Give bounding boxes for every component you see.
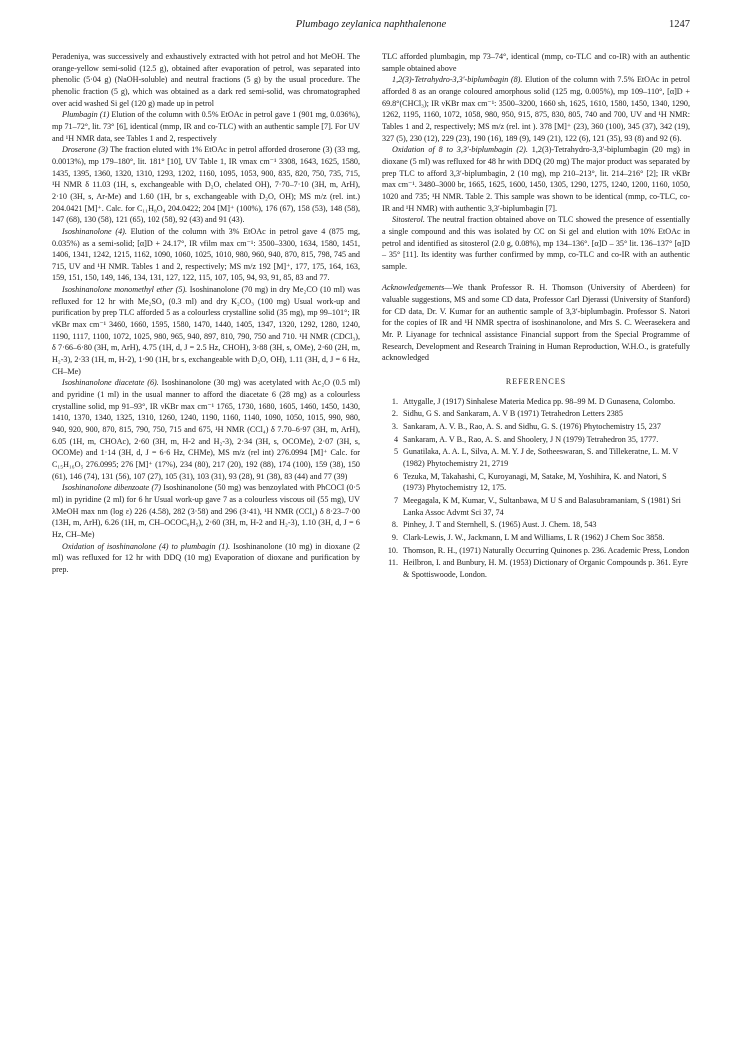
reference-number: 3. bbox=[391, 422, 398, 432]
reference-item bbox=[382, 519, 690, 531]
paragraph-text: Isoshinanolone (50 mg) was benzoylated with PhCOCl (0·5 ml) in pyridine (2 ml) for 6 hr Usual work-up gave 7 as a colourless viscous oil (55 mg), UV λMeOH max nm (log ε) 226 (4.58), 282 (3·58) and 296 (3·41), ¹H NMR (CCl₄) δ 8·23–7·00 (13H, m, ArH), 6.26 (1H, m, CH–OCOC₆H₅), 2·60 (3H, m, H-2 and H₂-3), 1.10 (3H, d, J = 6 Hz, CH–Me) bbox=[52, 483, 361, 539]
paragraph bbox=[52, 226, 360, 284]
reference-number: 4 bbox=[393, 434, 398, 444]
reference-item bbox=[382, 557, 690, 580]
reference-text: Attygalle, J (1917) Sinhalese Materia Medica pp. 98–99 M. D Gunasena, Colombo. bbox=[403, 396, 676, 406]
paragraph-text: Elution of the column with 0.5% EtOAc in petrol gave 1 (901 mg, 0.036%), mp 71–72°, lit. 73° [6], identical (mmp, IR and co-TLC) with an authentic sample [7]. For UV and ¹H NMR data, see Tables 1 and 2, respectively bbox=[52, 110, 360, 143]
paragraph bbox=[52, 51, 360, 109]
paragraph bbox=[52, 144, 360, 226]
reference-number: 9. bbox=[391, 532, 398, 542]
paragraph-text: Isoshinanolone (30 mg) was acetylated with Ac₂O (0.5 ml) and pyridine (1 ml) in the usual manner to afford the diacetate 6 (28 mg) as a colourless crystalline solid, mp 91–93°, IR νKBr max cm⁻¹ 1765, 1730, 1680, 1605, 1460, 1450, 1430, 1410, 1370, 1340, 1325, 1310, 1260, 1240, 1190, 1160, 1140, 1090, 1050, 1015, 990, 980, 940, 920, 900, 870, 815, 790, 750, 715 and 675, ¹H NMR (CCl₄) δ 7.70–6·97 (3H, m, ArH), 6.05 (1H, m, CHOAc), 2·60 (3H, m, H-2 and H₂-3), 2·34 (3H, s, OCOMe), 2·07 (3H, s, OCOMe) and 1·14 (3H, d, J = 6·6 Hz, CHMe), MS m/z (rel int) 276.0994 [M]⁺ Calc. for C₁₅H₁₆O₅ 276.0995; 276 [M]⁺ (17%), 234 (80), 217 (20), 192 (88), 174 (100), 159 (38), 150 (61), 146 (74), 131 (56), 107 (27), 105 (31), 103 (31), 93 (28), 91 (38), 83 (44) and 77 (39) bbox=[52, 378, 360, 481]
paragraph-text: Elution of the column with 7.5% EtOAc in petrol afforded 8 as an orange coloured amorphous solid (125 mg, 0.005%), mp 109–110°, [α]D + 69.8°(CHCl₃); IR νKBr max cm⁻¹: 3500–3200, 1660 sh, 1625, 1610, 1580, 1450, 1340, 1290, 1262, 1195, 1160, 1072, 1058, 980, 950, 915, 875, 830, 805, 740 and 700, UV and ¹H NMR: Tables 1 and 2, respectively; MS m/z (rel. int ). 378 [M]⁺ (23), 360 (100), 345 (37), 342 (19), 327 (5), 230 (12), 229 (23), 190 (16), 189 (9), 149 (21), 122 (6), 121 (35), 93 (8) and 92 (6). bbox=[382, 75, 690, 143]
reference-number: 5 bbox=[393, 447, 398, 457]
reference-number: 11. bbox=[388, 558, 398, 568]
paragraph-text: 1,2(3)-Tetrahydro-3,3′-biplumbagin (20 mg) in dioxane (5 ml) was refluxed for 48 hr with DDQ (20 mg) The major product was separated by prep TLC to afford 3,3′-biplumbagin, 2 (10 mg), mp 210–213°, lit. 214–216° [2]; IR νKBr max cm⁻¹. 3480–3000 br, 1665, 1625, 1600, 1450, 1305, 1290, 1275, 1240, 1200, 1160, 1050, 1020 and 735; ¹H NMR. Table 2. This sample was shown to be identical (mmp, co-TLC, co-IR and ¹H NMR) with authentic 3,3′-biplumbagin [7]. bbox=[382, 145, 690, 213]
reference-item bbox=[382, 545, 690, 557]
reference-number: 2. bbox=[391, 409, 398, 419]
reference-text: Heilbron, I. and Bunbury, H. M. (1953) Dictionary of Organic Compounds p. 361. Eyre & Spottiswoode, London. bbox=[403, 558, 689, 579]
reference-text: Gunatilaka, A. A. L, Silva, A. M. Y. J de, Sotheeswaran, S. and Tillekeratne, L. M. V (1982) Phytochemistry 21, 2719 bbox=[403, 447, 679, 468]
running-head-title: Plumbago zeylanica naphthalenone bbox=[295, 19, 447, 30]
reference-text: Clark-Lewis, J. W., Jackmann, L M and Williams, L R (1962) J Chem Soc 3858. bbox=[403, 532, 665, 542]
paragraph bbox=[382, 214, 690, 272]
reference-text: Tezuka, M, Takahashi, C, Kuroyanagi, M, Satake, M, Yoshihira, K. and Natori, S (1973) Phytochemistry 12, 175. bbox=[403, 471, 667, 493]
paragraph-lead: Isoshinanolone (4). bbox=[62, 226, 127, 236]
paragraph bbox=[52, 482, 360, 540]
paragraph-lead: 1,2(3)-Tetrahydro-3,3′-biplumbagin (8). bbox=[392, 75, 523, 85]
paragraph-text: Elution of the column with 3% EtOAc in petrol gave 4 (875 mg, 0.035%) as a semi-solid; [α]D + 24.17°, IR νfilm max cm⁻¹: 3500–3300, 1634, 1580, 1451, 1406, 1341, 1242, 1215, 1162, 1090, 1060, 1025, 1010, 980, 960, 940, 870, 815, 798, 745 and 715, UV and ¹H NMR. Tables 1 and 2, respectively; MS m/z 192 [M]⁺, 177, 175, 164, 163, 159, 151, 150, 149, 146, 134, 131, 127, 122, 115, 107, 105, 94, 93, 91, 85, 83 and 77. bbox=[52, 226, 360, 283]
paragraph-lead: Sitosterol. bbox=[392, 215, 425, 225]
reference-number: 1. bbox=[391, 396, 398, 406]
paragraph bbox=[382, 144, 690, 214]
paragraph-text: Isoshinanolone (70 mg) in dry Me₂CO (10 ml) was refluxed for 12 hr with Me₂SO₄ (0.3 ml) and dry K₂CO₃ (100 mg) Usual work-up and purification by prep TLC afforded 5 as a colourless crystalline solid (35 mg), mp 99–101°; IR νKBr max cm⁻¹ 3460, 1660, 1595, 1580, 1470, 1440, 1405, 1347, 1320, 1292, 1280, 1240, 1190, 1117, 1100, 1072, 1025, 980, 965, 940, 897, 810, 790, 750 and 710. ¹H NMR (CDCl₃), δ 7·66–6·80 (3H, m, ArH), 4.75 (1H, d, J = 2.5 Hz, CHOH), 3·88 (3H, s, OMe), 2·60 (2H, m, H₂-3), 2·33 (1H, m, H-2), 1·90 (1H, br s, exchangeable with D₂O, OH), 1.11 (3H, d, J = 6 Hz, CH–Me) bbox=[52, 285, 360, 376]
reference-number: 8. bbox=[391, 520, 398, 530]
paragraph bbox=[382, 74, 690, 144]
acknowledgements-text: —We thank Professor R. H. Thomson (University of Aberdeen) for valuable suggestions, MS and some CD data, Professor Carl Djerassi (University of Stanford) for CD data, Dr. V. Kumar for an authentic sample of 3,3′-biplumbagin. Professor S. Natori for the copies of IR and ¹H NMR spectra of isoshinanolone, and Mrs S. C. Weerasekera and Mr. P. Liyanage for technical assistance Financial support from the Special Programme of Research, Development and Research Training in Human Reproduction, W.H.O., is gratefully acknowledged bbox=[382, 283, 690, 363]
paragraph bbox=[52, 109, 360, 144]
references-list bbox=[382, 396, 690, 581]
reference-item bbox=[382, 532, 690, 544]
paragraph-text: Peradeniya, was successively and exhaustively extracted with hot petrol and hot MeOH. The orange-yellow semi-solid (12.5 g), obtained after evaporation of petrol, was separated into phenolic (5·04 g) (NaOH-soluble) and neutral fractions (5 g) by the usual procedure. The phenolic fraction (5 g), which was obtained as a dark red semi-solid, was chromatographed over acid washed Si gel (120 g) made up in petrol bbox=[52, 52, 360, 108]
reference-number: 6 bbox=[393, 471, 398, 481]
reference-item bbox=[382, 421, 690, 433]
paragraph-lead: Isoshinanolone diacetate (6). bbox=[62, 378, 159, 388]
reference-item bbox=[382, 446, 690, 469]
paragraph-text: Isoshinanolone (10 mg) in dioxane (2 ml) was refluxed for 12 hr with DDQ (10 mg) Evaporation of dioxane and purification by prep. bbox=[52, 541, 360, 574]
paragraph bbox=[52, 377, 360, 482]
acknowledgements bbox=[382, 282, 690, 364]
reference-text: Sankaram, A. V. B., Rao, A. S. and Sidhu, G. S. (1976) Phytochemistry 15, 237 bbox=[403, 422, 661, 432]
right-column bbox=[382, 51, 690, 582]
left-column bbox=[52, 51, 360, 576]
paragraph-lead: Oxidation of 8 to 3,3′-biplumbagin (2). bbox=[392, 145, 528, 155]
reference-number: 10. bbox=[387, 545, 398, 555]
paragraph-lead: Plumbagin (1) bbox=[62, 110, 110, 120]
reference-item bbox=[382, 495, 690, 518]
reference-text: Pinhey, J. T and Sternhell, S. (1965) Aust. J. Chem. 18, 543 bbox=[403, 520, 597, 530]
paragraph-lead: Isoshinanolone dibenzoate (7) bbox=[62, 483, 161, 493]
references-heading: REFERENCES bbox=[505, 377, 567, 387]
reference-item bbox=[382, 396, 690, 408]
paragraph-lead: Isoshinanolone monomethyl ether (5). bbox=[62, 285, 188, 295]
page-number: 1247 bbox=[669, 19, 690, 30]
paragraph bbox=[52, 284, 360, 377]
running-head bbox=[52, 17, 690, 33]
paragraph bbox=[382, 51, 690, 74]
reference-text: Thomson, R. H., (1971) Naturally Occurring Quinones p. 236. Academic Press, London bbox=[403, 545, 690, 555]
reference-item bbox=[382, 471, 690, 494]
paragraph-text: TLC afforded plumbagin, mp 73–74°, identical (mmp, co-TLC and co-IR) with an authentic sample obtained above bbox=[382, 52, 690, 73]
reference-text: Sankaram, A. V B., Rao, A. S. and Shoolery, J N (1979) Tetrahedron 35, 1777. bbox=[403, 434, 659, 444]
reference-item bbox=[382, 434, 690, 446]
reference-number: 7 bbox=[393, 495, 398, 505]
acknowledgements-lead: Acknowledgements bbox=[382, 283, 445, 293]
reference-item bbox=[382, 408, 690, 420]
paragraph-lead: Droserone (3) bbox=[62, 145, 108, 155]
paragraph-text: The fraction eluted with 1% EtOAc in petrol afforded droserone (3) (33 mg, 0.0013%), mp 179–180°, lit. 181° [10], UV Table 1, IR νmax cm⁻¹ 3308, 1643, 1625, 1580, 1435, 1395, 1360, 1320, 1310, 1293, 1202, 1160, 1095, 1053, 900, 835, 820, 750, 735, 715, ¹H NMR δ 11.03 (1H, s, exchangeable with D₂O, chelated OH), 7·70–7·10 (3H, m, ArH), 2·10 (3H, s, Ar-Me) and 1.60 (1H, br s, exchangeable with D₂O, OH); MS m/z (rel. int.) 204.0421 [M]⁺. Calc. for C₁₁H₈O₄ 204.0422; 204 [M]⁺ (100%), 176 (67), 158 (53), 148 (58), 147 (68), 130 (58), 121 (65), 102 (58), 92 (43) and 91 (43). bbox=[52, 145, 361, 225]
reference-text: Meegagala, K M, Kumar, V., Sultanbawa, M U S and Balasubramaniam, S (1981) Sri Lanka Assoc Advmt Sci 37, 74 bbox=[403, 495, 681, 517]
paragraph-lead: Oxidation of isoshinanolone (4) to plumbagin (1). bbox=[62, 541, 231, 551]
paragraph-text: The neutral fraction obtained above on TLC showed the presence of essentially a single compound and this was isolated by CC on Si gel and elution with 10% EtOAc in petrol and identified as sitosterol (2.0 g, 0.08%), mp 134–136°. [α]D – 35° lit. 136–137° [α]D – 35° [11]. Its identity was further confirmed by mmp, co-TLC and co-IR with an authentic sample. bbox=[382, 215, 690, 271]
paragraph bbox=[52, 541, 360, 576]
reference-text: Sidhu, G S. and Sankaram, A. V B (1971) Tetrahedron Letters 2385 bbox=[403, 409, 623, 419]
